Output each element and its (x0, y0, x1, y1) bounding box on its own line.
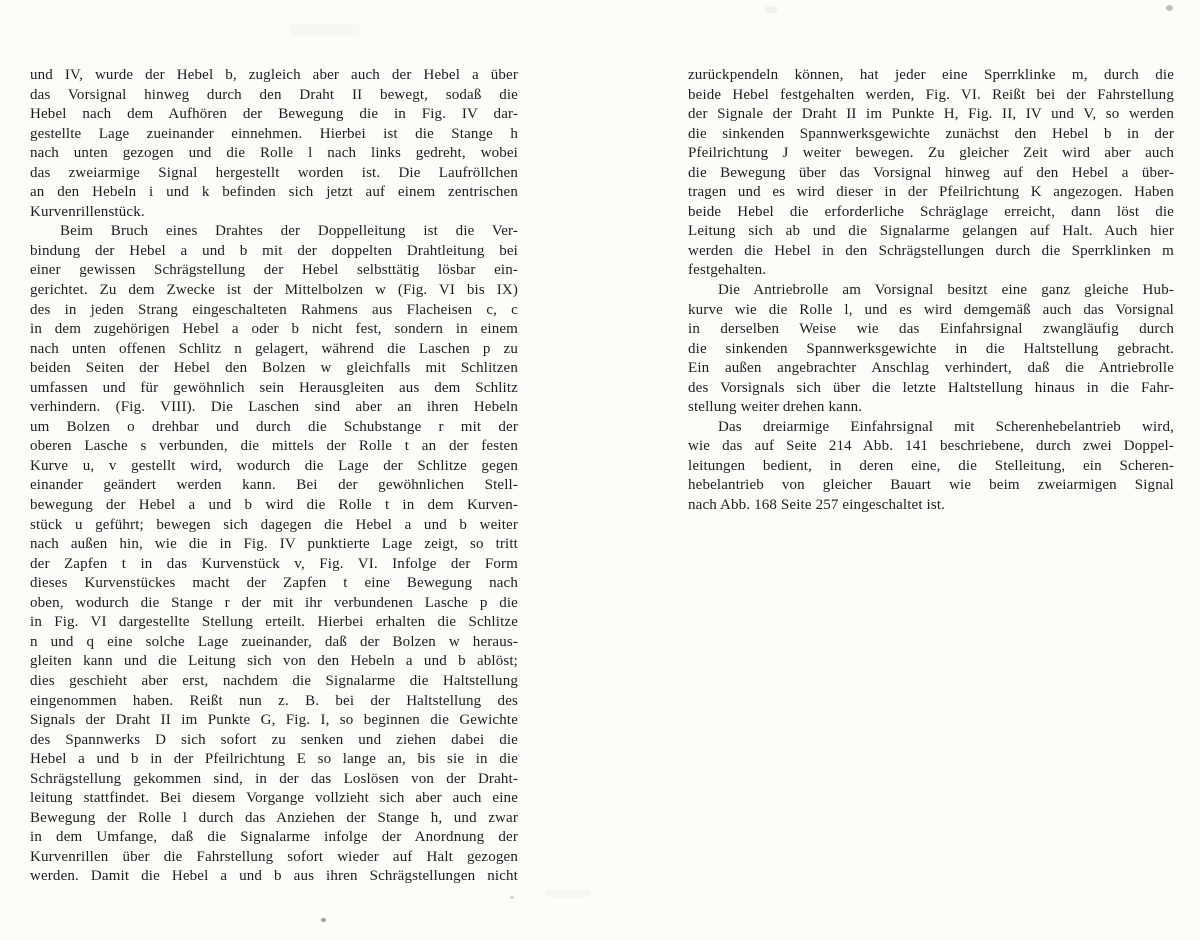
text-line: leitung stattfindet. Bei diesem Vorgange vollzieht sich aber auch eine (30, 790, 518, 807)
text-line: Bewegung der Rolle l durch das Anziehen der Stange h, und zwar (30, 809, 518, 826)
scan-speck (321, 918, 326, 922)
text-line: umfassen und für gewöhnlich sein Herausgleiten aus dem Schlitz (30, 379, 518, 396)
text-line: gestellte Lage zueinander einnehmen. Hierbei ist die Stange h (30, 125, 518, 142)
text-line: nach Abb. 168 Seite 257 eingeschaltet ist. (688, 497, 946, 514)
text-line: stück u geführt; bewegen sich dagegen die Hebel a und b weiter (30, 516, 518, 533)
text-line: bindung der Hebel a und b mit der doppelten Drahtleitung bei (30, 242, 518, 259)
right-column (688, 66, 1174, 516)
text-line: in Fig. VI dargestellte Stellung erteilt. Hierbei erhalten die Schlitze (30, 614, 518, 631)
text-line: Die Antriebrolle am Vorsignal besitzt eine ganz gleiche Hub- (718, 282, 1174, 299)
scan-speck (510, 896, 514, 899)
text-line: in dem Umfange, daß die Signalarme infolge der Anordnung der (30, 829, 518, 846)
text-line: um Bolzen o drehbar und durch die Schubstange r mit der (30, 418, 518, 435)
text-line: tragen und es wird dieser in der Pfeilrichtung K angezogen. Haben (688, 184, 1174, 201)
text-line: leitungen bedient, in deren eine, die Stelleitung, ein Scheren- (688, 457, 1174, 474)
paragraph (688, 418, 1174, 516)
text-line: des in jeden Strang eingeschalteten Rahmens aus Flacheisen c, c (30, 301, 518, 318)
text-line: die sinkenden Spannwerksgewichte in die Haltstellung gebracht. (688, 340, 1174, 357)
text-line: beide Hebel die erforderliche Schräglage erreicht, dann löst die (688, 203, 1174, 220)
scan-speck (1166, 5, 1173, 11)
text-line: der Signale der Draht II im Punkte H, Fig. II, IV und V, so werden (688, 106, 1174, 123)
text-line: Beim Bruch eines Drahtes der Doppelleitung ist die Ver- (60, 223, 518, 240)
text-line: gerichtet. Zu dem Zwecke ist der Mittelbolzen w (Fig. VI bis IX) (30, 282, 518, 299)
text-line: hebelantrieb von gleicher Bauart wie beim zweiarmigen Signal (688, 477, 1174, 494)
text-line: an den Hebeln i und k befinden sich jetzt auf einem zentrischen (30, 184, 518, 201)
text-line: die sinkenden Spannwerksgewichte zunächst den Hebel b in der (688, 125, 1174, 142)
text-line: zurückpendeln können, hat jeder eine Sperrklinke m, durch die (688, 67, 1174, 83)
paragraph (688, 281, 1174, 418)
text-line: die Bewegung über das Vorsignal hinweg auf den Hebel a über- (688, 164, 1174, 181)
text-line: in dem zugehörigen Hebel a oder b nicht fest, sondern in einem (30, 321, 518, 338)
text-line: oberen Lasche s verbunden, die mittels der Rolle t an der festen (30, 438, 518, 455)
text-line: das Vorsignal hinweg durch den Draht II bewegt, sodaß die (30, 86, 518, 103)
text-line: Pfeilrichtung J weiter bewegen. Zu gleicher Zeit wird aber auch (688, 145, 1174, 162)
text-line: n und q eine solche Lage zueinander, daß der Bolzen w heraus- (30, 633, 518, 650)
text-line: nach außen hin, wie die in Fig. IV punktierte Lage zeigt, so tritt (30, 536, 518, 553)
text-line: festgehalten. (688, 262, 767, 279)
text-line: dieses Kurvenstückes macht der Zapfen t eine Bewegung nach (30, 575, 518, 592)
text-line: einer gewissen Schrägstellung der Hebel selbsttätig lösbar ein- (30, 262, 518, 279)
text-line: des Spannwerks D sich sofort zu senken und ziehen dabei die (30, 731, 518, 748)
paragraph (30, 222, 518, 887)
text-line: Hebel nach dem Aufhören der Bewegung die in Fig. IV dar- (30, 106, 518, 123)
text-line: dies geschieht aber erst, nachdem die Signalarme die Haltstellung (30, 672, 518, 689)
text-line: oben, wodurch die Stange r der mit ihr verbundenen Lasche p die (30, 594, 518, 611)
text-line: des Vorsignals sich über die letzte Haltstellung hinaus in die Fahr- (688, 379, 1174, 396)
text-line: der Zapfen t in das Kurvenstück v, Fig. VI. Infolge der Form (30, 555, 518, 572)
scan-smudge (765, 6, 777, 13)
text-line: werden. Damit die Hebel a und b aus ihren Schrägstellungen nicht (30, 868, 518, 885)
text-line: Leitung sich ab und die Signalarme gelangen auf Halt. Auch hier (688, 223, 1174, 240)
paragraph (30, 66, 518, 222)
text-line: einander geändert werden kann. Bei der gewöhnlichen Stell- (30, 477, 518, 494)
text-line: und IV, wurde der Hebel b, zugleich aber auch der Hebel a über (30, 67, 518, 83)
text-line: Das dreiarmige Einfahrsignal mit Scherenhebelantrieb wird, (718, 418, 1174, 435)
text-line: nach unten offenen Schlitz n gelagert, während die Laschen p zu (30, 340, 518, 357)
text-line: eingenommen haben. Reißt nun z. B. bei der Haltstellung des (30, 692, 518, 709)
text-line: werden die Hebel in den Schrägstellungen durch die Sperrklinken m (688, 242, 1174, 259)
text-line: beiden Seiten der Hebel den Bolzen w gleichfalls mit Schlitzen (30, 360, 518, 377)
text-line: nach unten gezogen und die Rolle l nach links gedreht, wobei (30, 145, 518, 162)
text-line: in derselben Weise wie das Einfahrsignal zwangläufig durch (688, 321, 1174, 338)
text-line: Signals der Draht II im Punkte G, Fig. I, so beginnen die Gewichte (30, 712, 518, 729)
text-line: Kurve u, v gestellt wird, wodurch die Lage der Schlitze gegen (30, 457, 518, 474)
paragraph (688, 66, 1174, 281)
text-line: gleiten kann und die Leitung sich von den Hebeln a und b ablöst; (30, 653, 518, 670)
scan-smudge (290, 24, 360, 36)
text-line: wie das auf Seite 214 Abb. 141 beschriebene, durch zwei Doppel- (688, 438, 1174, 455)
text-line: beide Hebel festgehalten werden, Fig. VI. Reißt bei der Fahrstellung (688, 86, 1174, 103)
text-line: verhindern. (Fig. VIII). Die Laschen sind aber an ihren Hebeln (30, 399, 518, 416)
left-column (30, 66, 518, 887)
text-line: Kurvenrillen über die Fahrstellung sofort wieder auf Halt gezogen (30, 848, 518, 865)
text-line: stellung weiter drehen kann. (688, 399, 863, 416)
text-line: bewegung der Hebel a und b wird die Rolle t in dem Kurven- (30, 497, 518, 514)
text-line: Hebel a und b in der Pfeilrichtung E so lange an, bis sie in die (30, 751, 518, 768)
text-line: Schrägstellung gekommen sind, in der das Loslösen von der Draht- (30, 770, 518, 787)
text-line: Kurvenrillenstück. (30, 203, 145, 220)
text-line: kurve wie die Rolle l, und es wird demgemäß auch das Vorsignal (688, 301, 1174, 318)
text-line: das zweiarmige Signal hergestellt worden ist. Die Laufröllchen (30, 164, 518, 181)
scan-smudge (545, 890, 590, 897)
text-line: Ein außen angebrachter Anschlag verhindert, daß die Antriebrolle (688, 360, 1174, 377)
